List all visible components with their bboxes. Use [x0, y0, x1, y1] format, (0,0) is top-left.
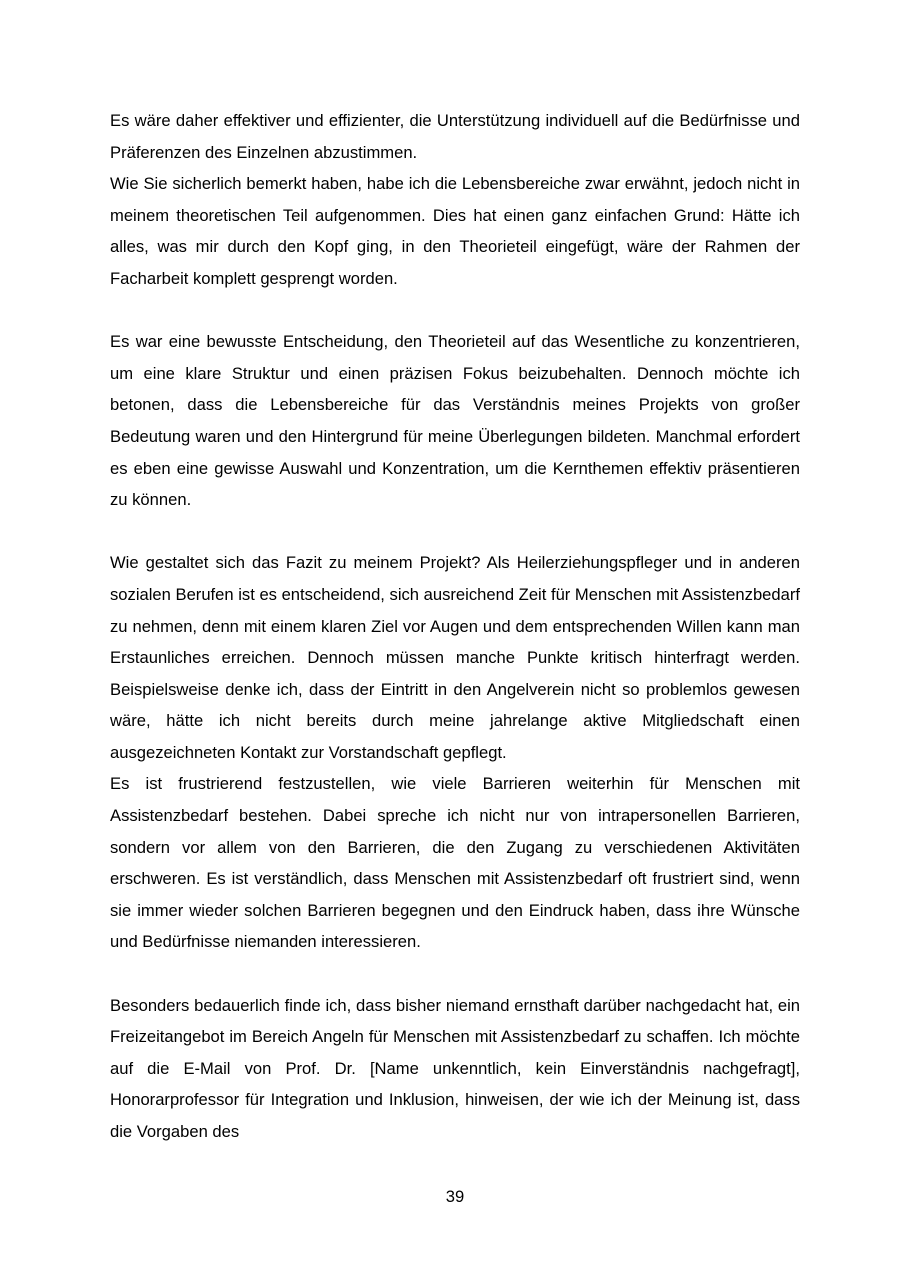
- paragraph: Es war eine bewusste Entscheidung, den Theorieteil auf das Wesentliche zu konzentrieren, um eine klare Struktur und einen präzisen Fokus beizubehalten. Dennoch möchte ich betonen, dass die Lebensbereiche für das Verständnis meines Projekts von großer Bedeutung waren und den Hintergrund für meine Überlegungen bildeten. Manchmal erfordert es eben eine gewisse Auswahl und Konzentration, um die Kernthemen effektiv präsentieren zu können.: [110, 332, 800, 510]
- body-text: [110, 105, 800, 1148]
- paragraph: Besonders bedauerlich finde ich, dass bisher niemand ernsthaft darüber nachgedacht hat, ein Freizeitangebot im Bereich Angeln für Menschen mit Assistenzbedarf zu schaffen. Ich möchte auf die E-Mail von Prof. Dr. [Name unkenntlich, kein Einverständnis nachgefragt], Honorarprofessor für Integration und Inklusion, hinweisen, der wie ich der Meinung ist, dass die Vorgaben des: [110, 995, 800, 1141]
- paragraph: Wie Sie sicherlich bemerkt haben, habe ich die Lebensbereiche zwar erwähnt, jedoch nicht in meinem theoretischen Teil aufgenommen. Dies hat einen ganz einfachen Grund: Hätte ich alles, was mir durch den Kopf ging, in den Theorieteil eingefügt, wäre der Rahmen der Facharbeit komplett gesprengt worden.: [110, 174, 800, 288]
- page-number: 39: [445, 1187, 465, 1206]
- paragraph: Es ist frustrierend festzustellen, wie viele Barrieren weiterhin für Menschen mit Assistenzbedarf bestehen. Dabei spreche ich nicht nur von intrapersonellen Barrieren, sondern vor allem von den Barrieren, die den Zugang zu verschiedenen Aktivitäten erschweren. Es ist verständlich, dass Menschen mit Assistenzbedarf oft frustriert sind, wenn sie immer wieder solchen Barrieren begegnen und den Eindruck haben, dass ihre Wünsche und Bedürfnisse niemanden interessieren.: [110, 774, 800, 952]
- paragraph: Wie gestaltet sich das Fazit zu meinem Projekt? Als Heilerziehungspfleger und in anderen sozialen Berufen ist es entscheidend, sich ausreichend Zeit für Menschen mit Assistenzbedarf zu nehmen, denn mit einem klaren Ziel vor Augen und dem entsprechenden Willen kann man Erstaunliches erreichen. Dennoch müssen manche Punkte kritisch hinterfragt werden. Beispielsweise denke ich, dass der Eintritt in den Angelverein nicht so problemlos gewesen wäre, hätte ich nicht bereits durch meine jahrelange aktive Mitgliedschaft einen ausgezeichneten Kontakt zur Vorstandschaft gepflegt.: [110, 553, 800, 762]
- paragraph: Es wäre daher effektiver und effizienter, die Unterstützung individuell auf die Bedürfnisse und Präferenzen des Einzelnen abzustimmen.: [110, 111, 800, 162]
